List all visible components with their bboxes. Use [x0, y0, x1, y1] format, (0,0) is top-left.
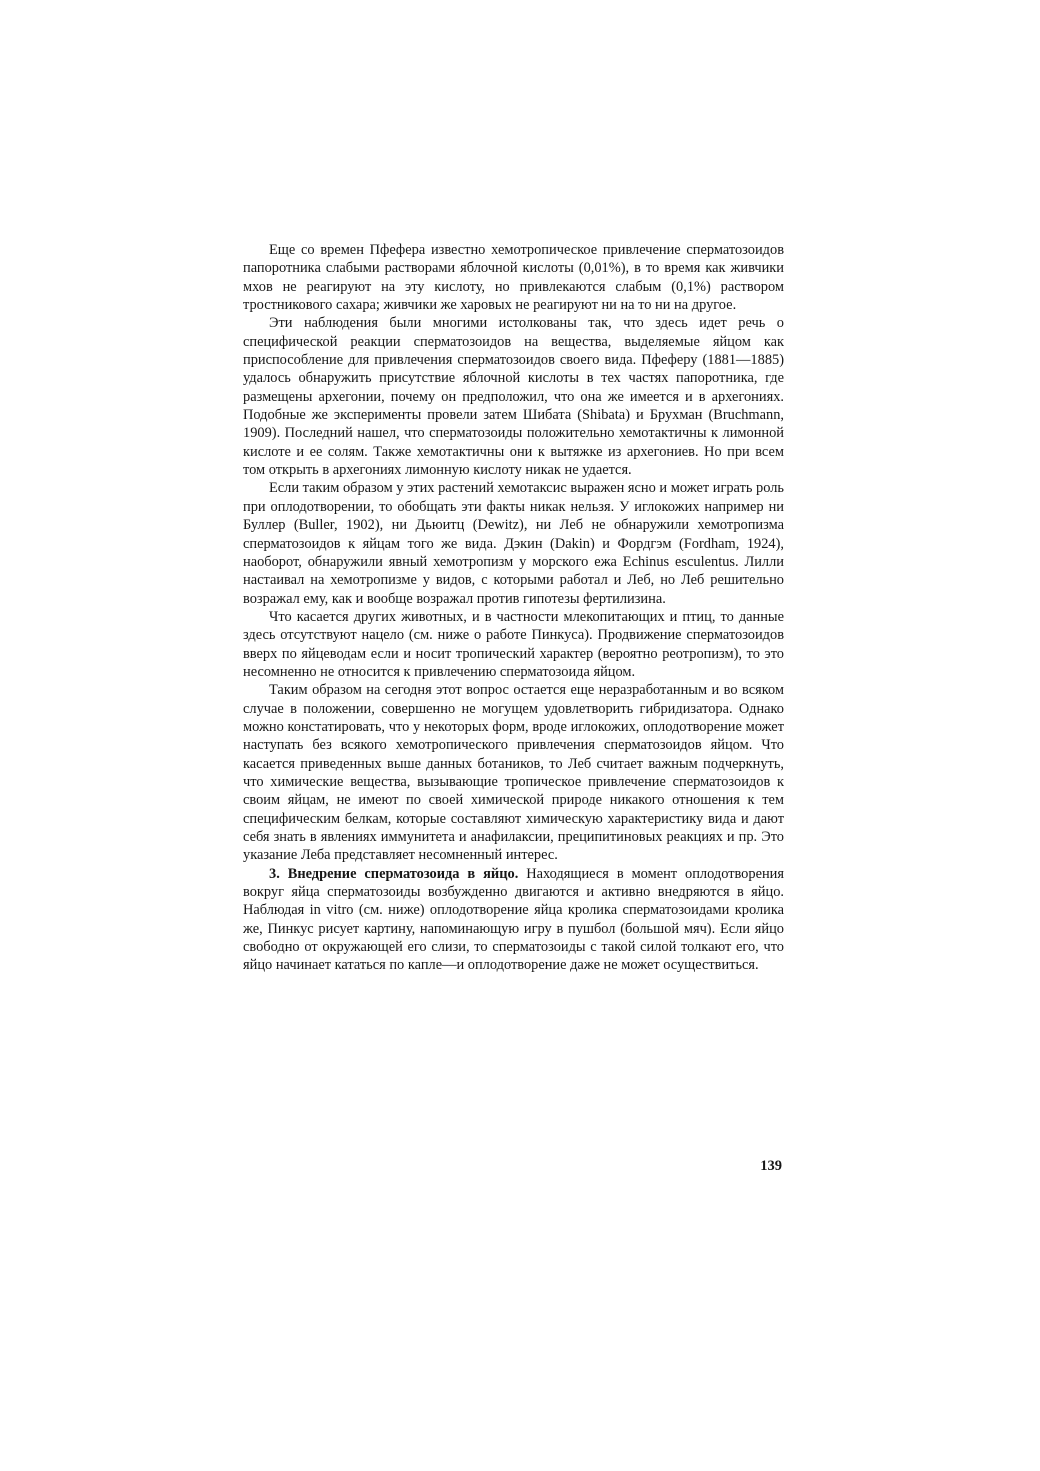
page-number: 139	[760, 1158, 782, 1174]
paragraph-2: Эти наблюдения были многими истолкованы так, что здесь идет речь о специфической реакции сперматозоидов на вещества, выделяемые яйцом как приспособление для привлечения сперматозоидов своего вида. Пфеферу (1881—1885) удалось обнаружить присутствие яблочной кислоты в тех частях папоротника, где размещены архегонии, почему он предположил, что она же имеется и в архегониях. Подобные же эксперименты провели затем Шибата (Shibata) и Брухман (Bruchmann, 1909). Последний нашел, что сперматозоиды положительно хемотактичны к лимонной кислоте и ее солям. Также хемотактичны они к вытяжке из архегониев. Но при всем том открыть в архегониях лимонную кислоту никак не удается.	[243, 315, 784, 479]
paragraph-5: Таким образом на сегодня этот вопрос остается еще неразработанным и во всяком случае в положении, совершенно не могущем удовлетворить гибридизатора. Однако можно констатировать, что у некоторых форм, вроде иглокожих, оплодотворение может наступать без всякого хемотропического привлечения сперматозоидов яйцом. Что касается приведенных выше данных ботаников, то Леб считает важным подчеркнуть, что химические вещества, вызывающие тропическое привлечение сперматозоидов к своим яйцам, не имеют по своей химической природе никакого отношения к тем специфическим белкам, которые составляют химическую характеристику вида и дают себя знать в явлениях иммунитета и анафилаксии, преципитиновых реакциях и пр. Это указание Леба представляет несомненный интерес.	[243, 682, 784, 864]
paragraph-4: Что касается других животных, и в частности млекопитающих и птиц, то данные здесь отсутствуют нацело (см. ниже о работе Пинкуса). Продвижение сперматозоидов вверх по яйцеводам если и носит тропический характер (вероятно реотропизм), то это несомненно не относится к привлечению сперматозоида яйцом.	[243, 608, 784, 680]
paragraph-6-text: Находящиеся в момент оплодотворения вокруг яйца сперматозоиды возбужденно двигаются и активно внедряются в яйцо. Наблюдая in vitro (см. ниже) оплодотворение яйца кролика сперматозоидами кролика же, Пинкус рисует картину, напоминающую игру в пушбол (большой мяч). Если яйцо свободно от окружающей его слизи, то сперматозоиды с такой силой толкают его, что яйцо начинает кататься по капле—и оплодотворение даже не может осуществиться.	[243, 865, 784, 974]
section-heading: 3. Внедрение сперматозоида в яйцо.	[269, 865, 519, 882]
body-text	[243, 241, 784, 975]
paragraph-6	[243, 865, 784, 975]
paragraph-3: Если таким образом у этих растений хемотаксис выражен ясно и может играть роль при оплодотворении, то обобщать эти факты никак нельзя. У иглокожих например ни Буллер (Buller, 1902), ни Дьюитц (Dewitz), ни Леб не обнаружили хемотропизма сперматозоидов к яйцам того же вида. Дэкин (Dakin) и Фордгэм (Fordham, 1924), наоборот, обнаружили явный хемотропизм у морского ежа Echinus esculentus. Лилли настаивал на хемотропизме у видов, с которыми работал и Леб, но Леб решительно возражал ему, как и вообще возражал против гипотезы фертилизина.	[243, 480, 784, 607]
paragraph-1: Еще со времен Пфефера известно хемотропическое привлечение сперматозоидов папоротника слабыми растворами яблочной кислоты (0,01%), в то время как живчики мхов не реагируют на эту кислоту, но привлекаются слабым (0,1%) раствором тростникового сахара; живчики же харовых не реагируют ни на то ни на другое.	[243, 242, 784, 314]
